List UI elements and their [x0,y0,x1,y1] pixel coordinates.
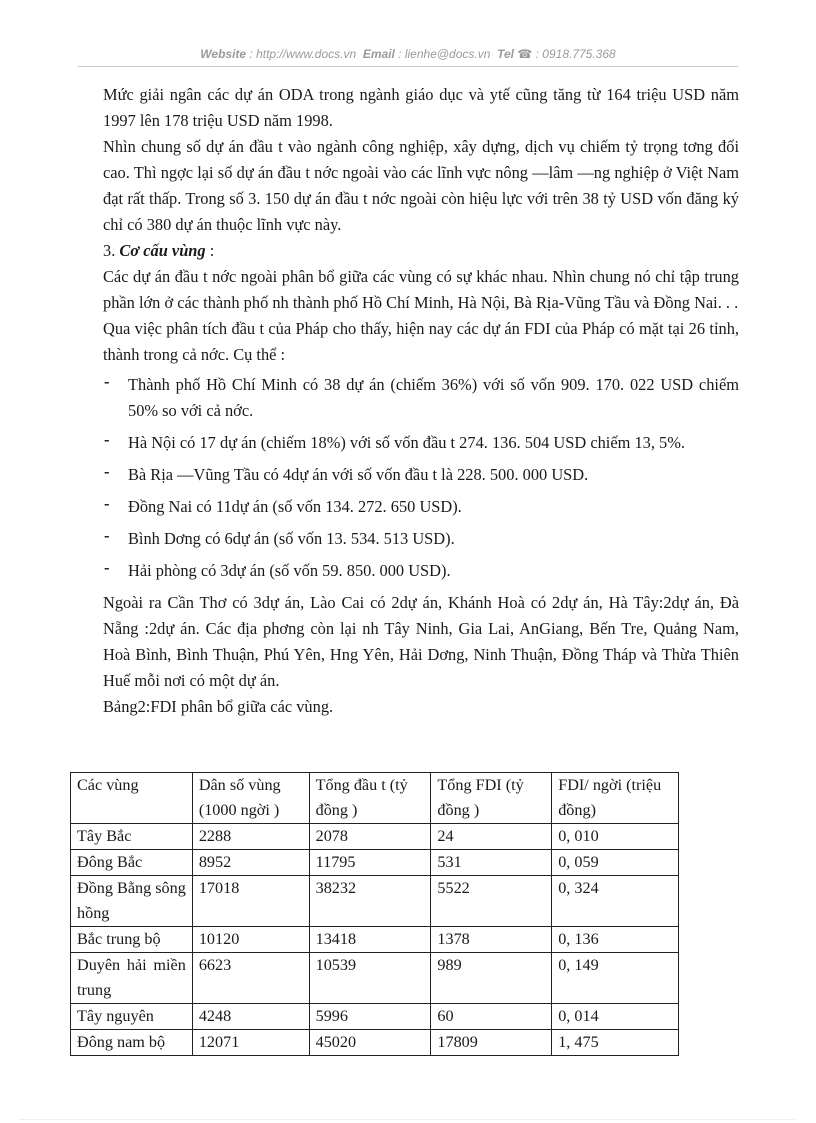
table-cell: 45020 [309,1030,431,1056]
document-body [103,82,739,720]
column-header: Dân số vùng (1000 ngời ) [192,773,309,824]
table-cell: 531 [431,850,552,876]
table-cell: 0, 136 [552,927,679,953]
table-cell: 24 [431,824,552,850]
table-row [71,927,679,953]
phone-icon: ☎ [517,47,533,61]
footer-divider [20,1119,796,1120]
list-item: - Hải phòng có 3dự án (số vốn 59. 850. 000 USD). [103,558,739,584]
website-label: Website [200,47,247,61]
table-cell: 4248 [192,1004,309,1030]
table-cell: 60 [431,1004,552,1030]
tel-label: Tel [497,47,514,61]
paragraph-others: Ngoài ra Cần Thơ có 3dự án, Lào Cai có 2dự án, Khánh Hoà có 2dự án, Hà Tây:2dự án, Đà Nẵng :2dự án. Các địa phơng còn lại nh Tây Ninh, Gia Lai, AnGiang, Bến Tre, Quảng Nam, Hoà Bình, Bình Thuận, Phú Yên, Hng Yên, Hải Dơng, Ninh Thuận, Đồng Tháp và Thừa Thiên Huế mỗi nơi có một dự án. [103,593,739,690]
table-cell: 10539 [309,953,431,1004]
fdi-table [70,772,679,1056]
table-cell: 0, 324 [552,876,679,927]
website-value: : http://www.docs.vn [249,47,357,61]
table-cell: Duyên hải miền trung [71,953,193,1004]
table-caption: Bảng2:FDI phân bổ giữa các vùng. [103,697,334,716]
paragraph-oda: Mức giải ngân các dự án ODA trong ngành giáo dục và ytế cũng tăng từ 164 triệu USD năm 1997 lên 178 triệu USD năm 1998. [103,85,739,130]
table-cell: Đông nam bộ [71,1030,193,1056]
list-item: - Bà Rịa —Vũng Tầu có 4dự án với số vốn đầu t là 228. 500. 000 USD. [103,462,739,488]
section-title: Cơ cấu vùng [119,241,206,260]
list-item: - Bình Dơng có 6dự án (số vốn 13. 534. 513 USD). [103,526,739,552]
page-header [0,47,816,61]
table-cell: 10120 [192,927,309,953]
column-header: Các vùng [71,773,193,824]
section-colon: : [205,241,215,260]
email-value: : lienhe@docs.vn [398,47,491,61]
tel-value: : 0918.775.368 [535,47,616,61]
section-heading [103,238,739,264]
table-cell: Tây nguyên [71,1004,193,1030]
table-cell: Đồng Bằng sông hồng [71,876,193,927]
province-list [103,372,739,584]
table-cell: Đông Bắc [71,850,193,876]
table-cell: 2288 [192,824,309,850]
column-header: FDI/ ngời (triệu đồng) [552,773,679,824]
list-item: - Đồng Nai có 11dự án (số vốn 134. 272. 650 USD). [103,494,739,520]
table-cell: 13418 [309,927,431,953]
table-cell: Bắc trung bộ [71,927,193,953]
table-row [71,850,679,876]
table-row [71,1004,679,1030]
table-row [71,953,679,1004]
table-cell: 0, 149 [552,953,679,1004]
table-cell: 5996 [309,1004,431,1030]
list-item: - Thành phố Hồ Chí Minh có 38 dự án (chiếm 36%) với số vốn 909. 170. 022 USD chiếm 50% so với cả nớc. [103,372,739,424]
table-cell: 1, 475 [552,1030,679,1056]
table-cell: 12071 [192,1030,309,1056]
table-cell: 2078 [309,824,431,850]
table-cell: 38232 [309,876,431,927]
table-cell: 0, 010 [552,824,679,850]
column-header: Tổng đầu t (tỷ đồng ) [309,773,431,824]
table-cell: 5522 [431,876,552,927]
header-divider [78,66,738,67]
table-cell: 6623 [192,953,309,1004]
list-item: - Hà Nội có 17 dự án (chiếm 18%) với số vốn đầu t 274. 136. 504 USD chiếm 13, 5%. [103,430,739,456]
table-cell: 17018 [192,876,309,927]
table-cell: 17809 [431,1030,552,1056]
table-row [71,1030,679,1056]
table-cell: 1378 [431,927,552,953]
table-cell: 0, 059 [552,850,679,876]
paragraph-regions: Các dự án đầu t nớc ngoài phân bổ giữa các vùng có sự khác nhau. Nhìn chung nó chỉ tập trung phần lớn ở các thành phố nh thành phố Hồ Chí Minh, Hà Nội, Bà Rịa-Vũng Tầu và Đồng Nai. . . [103,267,739,312]
table-header-row [71,773,679,824]
table-row [71,876,679,927]
table-cell: Tây Bắc [71,824,193,850]
column-header: Tổng FDI (tỷ đồng ) [431,773,552,824]
section-number: 3. [103,241,116,260]
table-cell: 989 [431,953,552,1004]
paragraph-sector: Nhìn chung số dự án đầu t vào ngành công nghiệp, xây dựng, dịch vụ chiếm tỷ trọng tơng đối cao. Thì ngợc lại số dự án đầu t nớc ngoài vào các lĩnh vực nông —lâm —ng nghiệp ở Việt Nam đạt rất thấp. Trong số 3. 150 dự án đầu t nớc ngoài còn hiệu lực với trên 38 tỷ USD vốn đăng ký chỉ có 380 dự án thuộc lĩnh vực này. [103,137,739,234]
paragraph-france: Qua việc phân tích đầu t của Pháp cho thấy, hiện nay các dự án FDI của Pháp có mặt tại 26 tỉnh, thành trong cả nớc. Cụ thể : [103,319,739,364]
table-cell: 11795 [309,850,431,876]
table-row [71,824,679,850]
table-cell: 8952 [192,850,309,876]
table-cell: 0, 014 [552,1004,679,1030]
email-label: Email [362,47,395,61]
